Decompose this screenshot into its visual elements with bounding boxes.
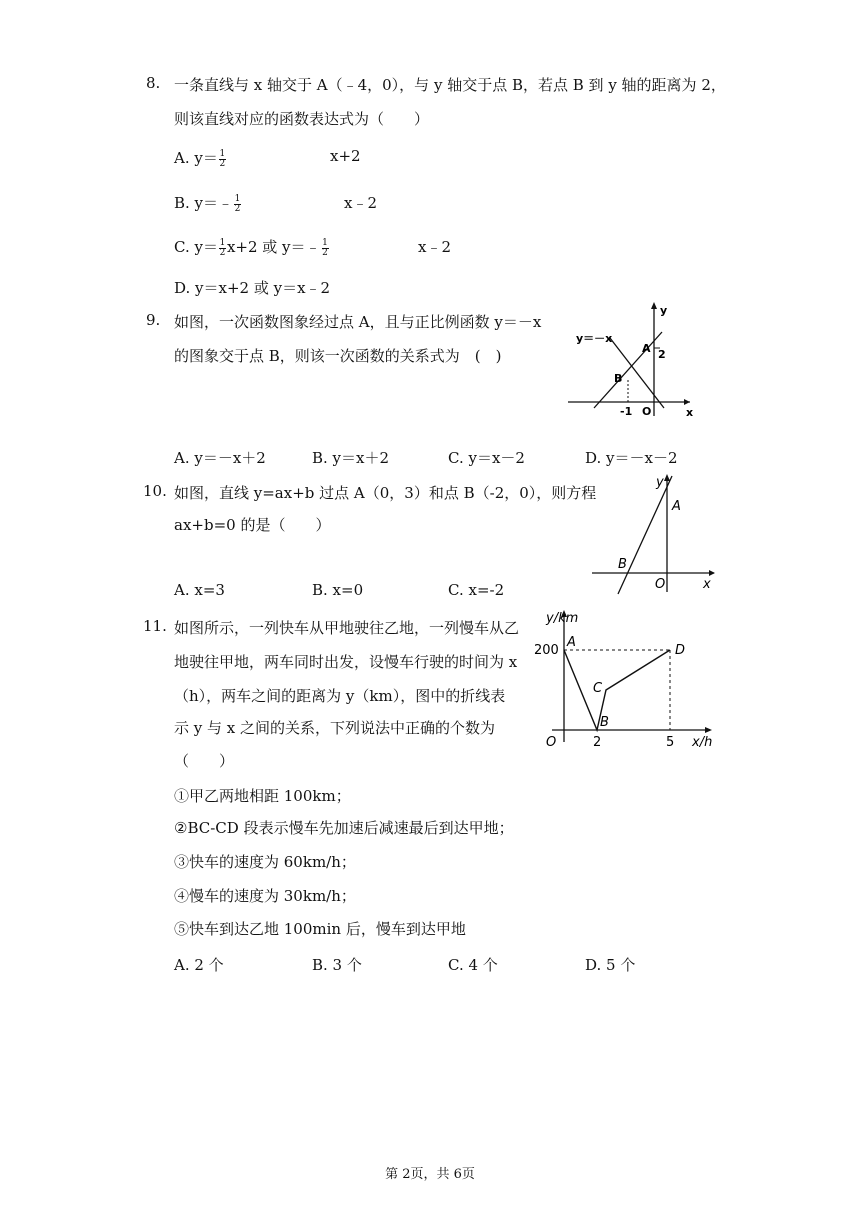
q10-stem-line2: ax+b=0 的是（ ） <box>174 516 331 534</box>
q11-point-a: A <box>567 635 576 650</box>
fraction: $\frac{1}{2}$ <box>219 237 226 258</box>
q10-graph <box>588 470 718 596</box>
q11-tick-5: 5 <box>666 735 675 750</box>
q9-option-c: C. y＝x－2 <box>448 449 525 467</box>
q10-stem-line1: 如图，直线 y=ax+b 过点 A（0，3）和点 B（-2，0），则方程 <box>174 484 597 502</box>
q9-graph <box>560 298 700 420</box>
q9-stem-line2: 的图象交于点 B，则该一次函数的关系式为 ( ) <box>174 347 502 365</box>
q8-option-a-tail: x+2 <box>330 147 361 165</box>
q10-y-label: y <box>656 475 664 490</box>
q8-option-b: B. y＝﹣ $\frac{1}{2}$ <box>174 193 241 214</box>
q9-stem-line1: 如图，一次函数图象经过点 A，且与正比例函数 y＝－x <box>174 313 542 331</box>
q9-option-a: A. y＝－x＋2 <box>174 449 266 467</box>
q11-option-d: D. 5 个 <box>585 956 636 974</box>
q9-point-b: B <box>614 372 623 385</box>
q11-point-d: D <box>675 643 686 658</box>
q10-origin: O <box>655 577 666 592</box>
q10-point-b: B <box>618 557 627 572</box>
q11-y-label: y/km <box>546 611 579 626</box>
q10-option-b: B. x=0 <box>312 581 364 599</box>
q10-option-a: A. x=3 <box>174 581 225 599</box>
q9-tick-y: 2 <box>658 348 666 361</box>
q11-tick-2: 2 <box>593 735 602 750</box>
q9-line-label: y＝－x <box>576 332 613 345</box>
arrow-icon <box>705 727 712 733</box>
q9-x-label: x <box>686 406 694 419</box>
q8-option-a: A. y＝ $\frac{1}{2}$ <box>174 148 226 169</box>
q9-number: 9. <box>146 311 161 329</box>
q8-number: 8. <box>146 74 161 92</box>
q11-origin: O <box>546 735 557 750</box>
page-footer: 第 2页，共 6页 <box>385 1167 475 1182</box>
q11-statement-3: ③快车的速度为 60km/h； <box>174 853 356 871</box>
q11-tick-200: 200 <box>534 643 559 658</box>
fraction: $\frac{1}{2}$ <box>234 193 241 214</box>
q11-stem-line4: 示 y 与 x 之间的关系，下列说法中正确的个数为 <box>174 719 496 737</box>
q10-number: 10. <box>143 482 167 500</box>
q9-y-label: y <box>660 304 668 317</box>
q11-statement-5: ⑤快车到达乙地 100min 后，慢车到达甲地 <box>174 920 466 938</box>
q8-option-c: C. y＝ $\frac{1}{2}$ x+2 或 y＝﹣ $\frac{1}{2}$ <box>174 237 328 258</box>
q11-graph <box>530 604 720 752</box>
fraction: $\frac{1}{2}$ <box>219 148 226 169</box>
q10-x-label: x <box>703 577 711 592</box>
arrow-icon <box>709 570 715 576</box>
q9-tick-x: -1 <box>620 405 633 418</box>
q8-option-c-tail: x﹣2 <box>418 238 452 256</box>
q9-origin: O <box>642 405 652 418</box>
q11-stem-line2: 地驶往甲地，两车同时出发，设慢车行驶的时间为 x <box>174 653 518 671</box>
fraction: $\frac{1}{2}$ <box>322 237 328 258</box>
q9-option-d: D. y＝－x－2 <box>585 449 678 467</box>
q11-stem-line5: （ ） <box>174 752 235 770</box>
q9-point-a: A <box>642 342 651 355</box>
arrow-icon <box>684 399 690 405</box>
q9-option-b: B. y＝x＋2 <box>312 449 390 467</box>
q11-number: 11. <box>143 617 167 635</box>
q11-polyline <box>564 650 670 730</box>
q11-x-label: x/h <box>692 735 713 750</box>
q11-point-c: C <box>593 681 603 696</box>
q11-option-a: A. 2 个 <box>174 956 224 974</box>
q8-option-b-tail: x﹣2 <box>344 194 378 212</box>
arrow-icon <box>664 474 670 481</box>
q11-statement-4: ④慢车的速度为 30km/h； <box>174 887 356 905</box>
q8-stem-line2: 则该直线对应的函数表达式为（ ） <box>174 110 430 128</box>
q11-point-b: B <box>600 715 609 730</box>
q8-option-d: D. y＝x+2 或 y＝x﹣2 <box>174 279 331 297</box>
q11-option-b: B. 3 个 <box>312 956 362 974</box>
q8-stem-line1: 一条直线与 x 轴交于 A（﹣4，0），与 y 轴交于点 B，若点 B 到 y 轴的距离为 2， <box>174 76 726 94</box>
q11-statement-2: ②BC-CD 段表示慢车先加速后减速最后到达甲地； <box>174 819 514 837</box>
q11-statement-1: ①甲乙两地相距 100km； <box>174 787 351 805</box>
q11-option-c: C. 4 个 <box>448 956 498 974</box>
q10-option-c: C. x=-2 <box>448 581 505 599</box>
q11-stem-line3: （h），两车之间的距离为 y（km），图中的折线表 <box>174 687 506 705</box>
q11-stem-line1: 如图所示，一列快车从甲地驶往乙地，一列慢车从乙 <box>174 619 520 637</box>
arrow-icon <box>651 302 657 309</box>
q10-point-a: A <box>672 499 681 514</box>
